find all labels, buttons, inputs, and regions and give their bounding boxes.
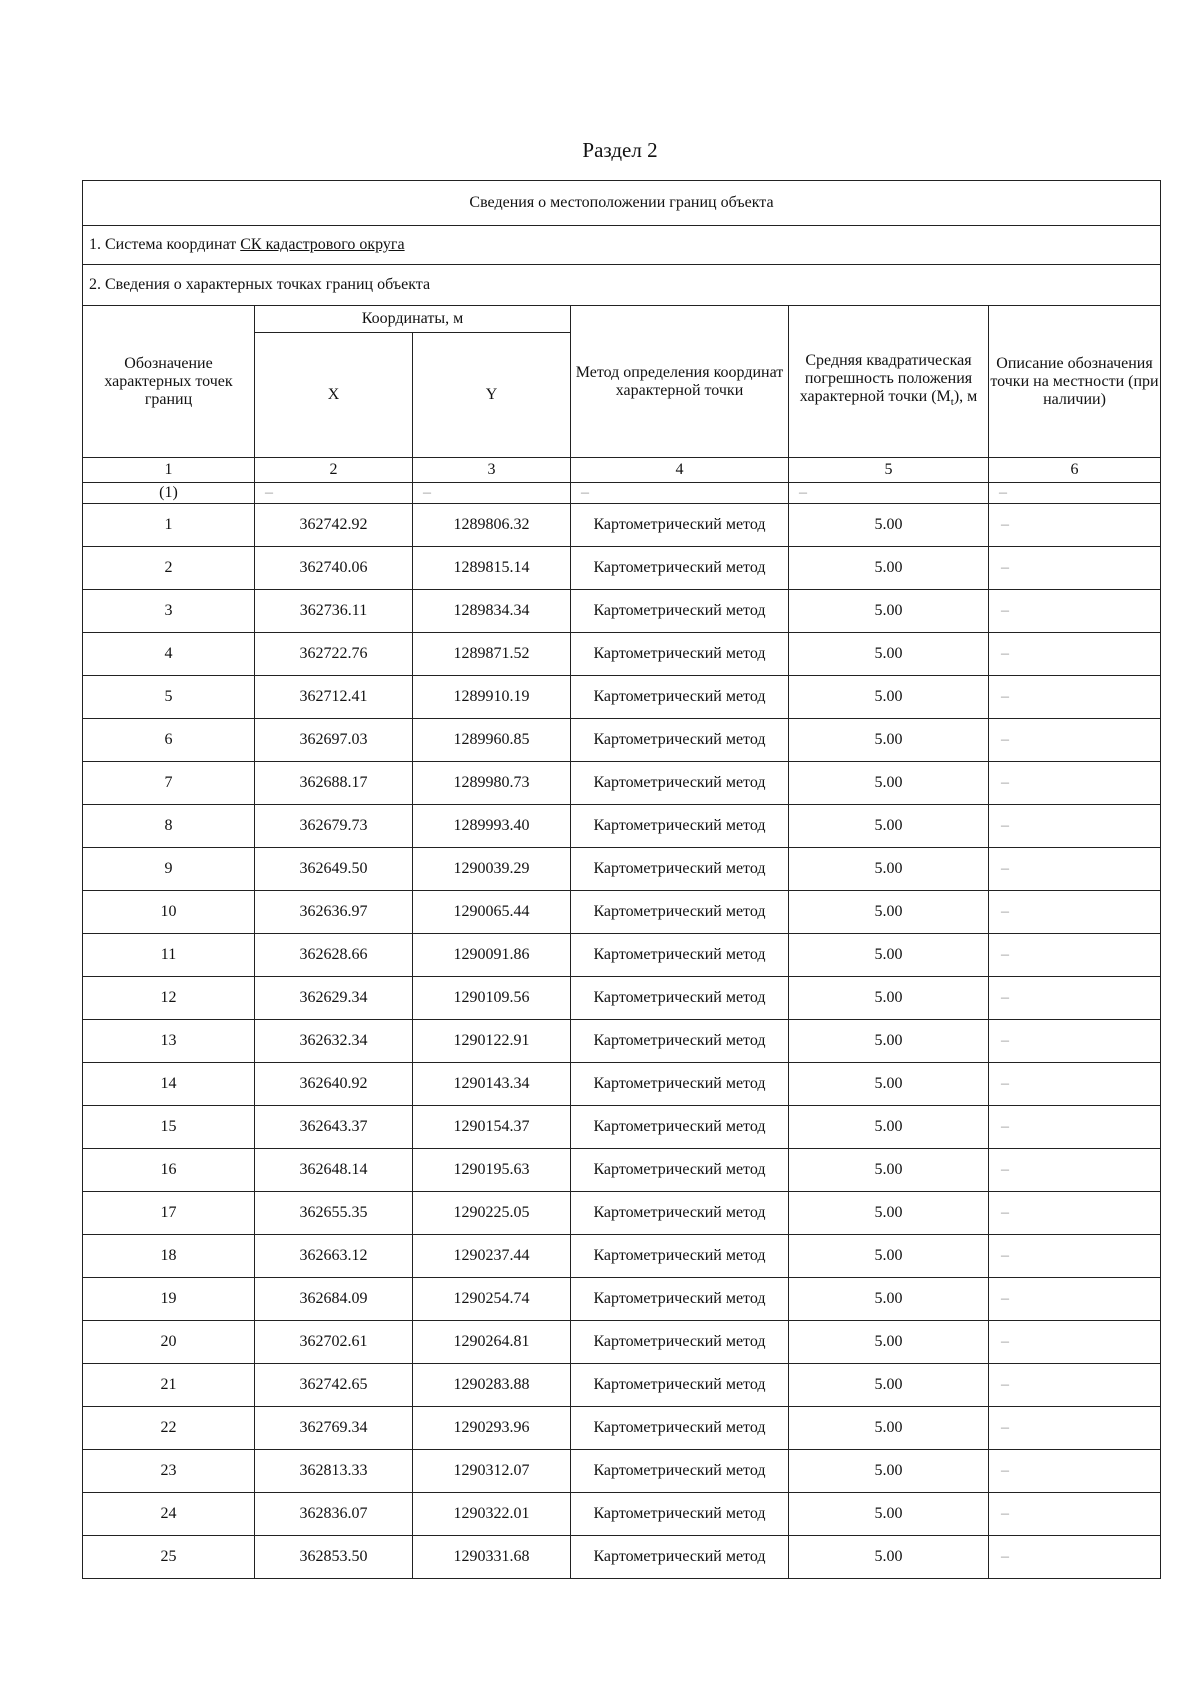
table-row — [83, 590, 1161, 633]
method: Картометрический метод — [571, 977, 789, 1020]
mean-error: 5.00 — [789, 504, 989, 547]
point-number: 5 — [83, 676, 255, 719]
table-row — [83, 1278, 1161, 1321]
table-title: Сведения о местоположении границ объекта — [83, 181, 1161, 226]
mean-error: 5.00 — [789, 633, 989, 676]
dash-cell: – — [989, 483, 1161, 504]
y-coordinate: 1290154.37 — [413, 1106, 571, 1149]
point-description: – — [989, 676, 1161, 719]
dash-cell: – — [413, 483, 571, 504]
method: Картометрический метод — [571, 1450, 789, 1493]
point-description: – — [989, 547, 1161, 590]
table-row — [83, 633, 1161, 676]
point-number: 9 — [83, 848, 255, 891]
table-row — [83, 848, 1161, 891]
point-number: 4 — [83, 633, 255, 676]
x-coordinate: 362813.33 — [255, 1450, 413, 1493]
point-number: 12 — [83, 977, 255, 1020]
point-description: – — [989, 1020, 1161, 1063]
point-number: 18 — [83, 1235, 255, 1278]
mean-error: 5.00 — [789, 1321, 989, 1364]
x-coordinate: 362688.17 — [255, 762, 413, 805]
point-description: – — [989, 1364, 1161, 1407]
points-info-row: 2. Сведения о характерных точках границ объекта — [83, 265, 1161, 306]
table-row — [83, 1450, 1161, 1493]
mean-error: 5.00 — [789, 1235, 989, 1278]
method: Картометрический метод — [571, 1321, 789, 1364]
point-number: 6 — [83, 719, 255, 762]
point-description: – — [989, 805, 1161, 848]
method: Картометрический метод — [571, 1493, 789, 1536]
column-number-row — [83, 458, 1161, 483]
y-coordinate: 1290122.91 — [413, 1020, 571, 1063]
method: Картометрический метод — [571, 1106, 789, 1149]
point-number: 8 — [83, 805, 255, 848]
mean-error: 5.00 — [789, 848, 989, 891]
dash-cell: – — [255, 483, 413, 504]
point-description: – — [989, 977, 1161, 1020]
x-coordinate: 362697.03 — [255, 719, 413, 762]
method: Картометрический метод — [571, 676, 789, 719]
header-coordinates: Координаты, м — [255, 306, 571, 333]
x-coordinate: 362836.07 — [255, 1493, 413, 1536]
method: Картометрический метод — [571, 1063, 789, 1106]
x-coordinate: 362628.66 — [255, 934, 413, 977]
y-coordinate: 1290143.34 — [413, 1063, 571, 1106]
point-number: 7 — [83, 762, 255, 805]
header-y: Y — [413, 333, 571, 458]
header-mean-error-subscript: t — [950, 396, 954, 409]
table-row — [83, 547, 1161, 590]
table-row — [83, 934, 1161, 977]
table-row — [83, 1493, 1161, 1536]
table-row — [83, 1149, 1161, 1192]
point-number: 10 — [83, 891, 255, 934]
mean-error: 5.00 — [789, 1364, 989, 1407]
y-coordinate: 1290195.63 — [413, 1149, 571, 1192]
x-coordinate: 362769.34 — [255, 1407, 413, 1450]
table-row — [83, 676, 1161, 719]
table-row — [83, 977, 1161, 1020]
x-coordinate: 362648.14 — [255, 1149, 413, 1192]
y-coordinate: 1290237.44 — [413, 1235, 571, 1278]
mean-error: 5.00 — [789, 1450, 989, 1493]
point-number: 14 — [83, 1063, 255, 1106]
method: Картометрический метод — [571, 848, 789, 891]
col-number: 5 — [789, 458, 989, 483]
point-description: – — [989, 590, 1161, 633]
point-number: 15 — [83, 1106, 255, 1149]
point-description: – — [989, 1235, 1161, 1278]
table-row — [83, 1321, 1161, 1364]
method: Картометрический метод — [571, 1536, 789, 1579]
x-coordinate: 362684.09 — [255, 1278, 413, 1321]
col-number: 3 — [413, 458, 571, 483]
y-coordinate: 1290293.96 — [413, 1407, 571, 1450]
mean-error: 5.00 — [789, 676, 989, 719]
header-mean-error-unit: ), м — [953, 387, 978, 405]
point-description: – — [989, 891, 1161, 934]
table-row — [83, 1106, 1161, 1149]
header-mean-error-text: Средняя квадратическая погрешность положения характерной точки (M — [799, 351, 973, 405]
y-coordinate: 1289834.34 — [413, 590, 571, 633]
x-coordinate: 362663.12 — [255, 1235, 413, 1278]
mean-error: 5.00 — [789, 1493, 989, 1536]
table-row — [83, 1364, 1161, 1407]
dash-cell: – — [571, 483, 789, 504]
point-description: – — [989, 1407, 1161, 1450]
mean-error: 5.00 — [789, 1278, 989, 1321]
mean-error: 5.00 — [789, 934, 989, 977]
y-coordinate: 1290225.05 — [413, 1192, 571, 1235]
point-description: – — [989, 1149, 1161, 1192]
y-coordinate: 1290065.44 — [413, 891, 571, 934]
y-coordinate: 1290312.07 — [413, 1450, 571, 1493]
table-row — [83, 891, 1161, 934]
mean-error: 5.00 — [789, 891, 989, 934]
x-coordinate: 362649.50 — [255, 848, 413, 891]
y-coordinate: 1290091.86 — [413, 934, 571, 977]
table-row — [83, 1407, 1161, 1450]
x-coordinate: 362640.92 — [255, 1063, 413, 1106]
coordinate-system-row — [83, 226, 1161, 265]
table-row — [83, 1063, 1161, 1106]
table-row — [83, 762, 1161, 805]
col-number: 1 — [83, 458, 255, 483]
y-coordinate: 1290283.88 — [413, 1364, 571, 1407]
mean-error: 5.00 — [789, 805, 989, 848]
y-coordinate: 1289980.73 — [413, 762, 571, 805]
point-number: 11 — [83, 934, 255, 977]
table-row — [83, 1536, 1161, 1579]
point-number: 17 — [83, 1192, 255, 1235]
y-coordinate: 1289910.19 — [413, 676, 571, 719]
y-coordinate: 1289993.40 — [413, 805, 571, 848]
point-description: – — [989, 1321, 1161, 1364]
coordinate-system-value: СК кадастрового округа — [240, 236, 405, 253]
y-coordinate: 1290264.81 — [413, 1321, 571, 1364]
x-coordinate: 362853.50 — [255, 1536, 413, 1579]
point-description: – — [989, 1493, 1161, 1536]
method: Картометрический метод — [571, 504, 789, 547]
x-coordinate: 362655.35 — [255, 1192, 413, 1235]
method: Картометрический метод — [571, 1149, 789, 1192]
point-number: 21 — [83, 1364, 255, 1407]
col-number: 6 — [989, 458, 1161, 483]
method: Картометрический метод — [571, 805, 789, 848]
mean-error: 5.00 — [789, 762, 989, 805]
mean-error: 5.00 — [789, 1063, 989, 1106]
method: Картометрический метод — [571, 891, 789, 934]
point-description: – — [989, 504, 1161, 547]
method: Картометрический метод — [571, 1278, 789, 1321]
x-coordinate: 362632.34 — [255, 1020, 413, 1063]
header-x: X — [255, 333, 413, 458]
method: Картометрический метод — [571, 1192, 789, 1235]
header-point-designation: Обозначение характерных точек границ — [83, 306, 255, 458]
x-coordinate: 362702.61 — [255, 1321, 413, 1364]
method: Картометрический метод — [571, 1020, 789, 1063]
x-coordinate: 362679.73 — [255, 805, 413, 848]
mean-error: 5.00 — [789, 1106, 989, 1149]
point-description: – — [989, 1278, 1161, 1321]
mean-error: 5.00 — [789, 1407, 989, 1450]
mean-error: 5.00 — [789, 719, 989, 762]
point-description: – — [989, 934, 1161, 977]
x-coordinate: 362722.76 — [255, 633, 413, 676]
method: Картометрический метод — [571, 1407, 789, 1450]
coordinate-system-label: 1. Система координат — [89, 236, 237, 253]
page-title: Раздел 2 — [582, 138, 658, 162]
point-number: 25 — [83, 1536, 255, 1579]
col-number: 2 — [255, 458, 413, 483]
y-coordinate: 1289960.85 — [413, 719, 571, 762]
mean-error: 5.00 — [789, 590, 989, 633]
point-description: – — [989, 848, 1161, 891]
method: Картометрический метод — [571, 1364, 789, 1407]
header-description: Описание обозначения точки на местности (при наличии) — [989, 306, 1161, 458]
method: Картометрический метод — [571, 547, 789, 590]
dash-cell: – — [789, 483, 989, 504]
point-number: 13 — [83, 1020, 255, 1063]
point-description: – — [989, 633, 1161, 676]
point-number: 24 — [83, 1493, 255, 1536]
x-coordinate: 362712.41 — [255, 676, 413, 719]
y-coordinate: 1289871.52 — [413, 633, 571, 676]
method: Картометрический метод — [571, 719, 789, 762]
point-number: 1 — [83, 504, 255, 547]
header-method: Метод определения координат характерной точки — [571, 306, 789, 458]
table-row — [83, 719, 1161, 762]
mean-error: 5.00 — [789, 1536, 989, 1579]
x-coordinate: 362742.65 — [255, 1364, 413, 1407]
point-number: 3 — [83, 590, 255, 633]
x-coordinate: 362740.06 — [255, 547, 413, 590]
header-mean-error — [789, 306, 989, 458]
point-description: – — [989, 762, 1161, 805]
y-coordinate: 1290322.01 — [413, 1493, 571, 1536]
point-description: – — [989, 719, 1161, 762]
mean-error: 5.00 — [789, 1149, 989, 1192]
method: Картометрический метод — [571, 590, 789, 633]
x-coordinate: 362643.37 — [255, 1106, 413, 1149]
y-coordinate: 1289815.14 — [413, 547, 571, 590]
point-description: – — [989, 1063, 1161, 1106]
method: Картометрический метод — [571, 1235, 789, 1278]
table-row — [83, 1020, 1161, 1063]
y-coordinate: 1289806.32 — [413, 504, 571, 547]
x-coordinate: 362629.34 — [255, 977, 413, 1020]
mean-error: 5.00 — [789, 977, 989, 1020]
col-number: 4 — [571, 458, 789, 483]
point-description: – — [989, 1192, 1161, 1235]
point-number: 16 — [83, 1149, 255, 1192]
y-coordinate: 1290254.74 — [413, 1278, 571, 1321]
mean-error: 5.00 — [789, 547, 989, 590]
y-coordinate: 1290331.68 — [413, 1536, 571, 1579]
point-number: 23 — [83, 1450, 255, 1493]
point-description: – — [989, 1536, 1161, 1579]
point-number: 20 — [83, 1321, 255, 1364]
mean-error: 5.00 — [789, 1192, 989, 1235]
contour-row — [83, 483, 1161, 504]
method: Картометрический метод — [571, 633, 789, 676]
point-number: 22 — [83, 1407, 255, 1450]
boundary-points-table — [82, 180, 1161, 1579]
point-description: – — [989, 1106, 1161, 1149]
point-number: 2 — [83, 547, 255, 590]
x-coordinate: 362736.11 — [255, 590, 413, 633]
y-coordinate: 1290039.29 — [413, 848, 571, 891]
method: Картометрический метод — [571, 762, 789, 805]
y-coordinate: 1290109.56 — [413, 977, 571, 1020]
table-row — [83, 504, 1161, 547]
mean-error: 5.00 — [789, 1020, 989, 1063]
table-row — [83, 805, 1161, 848]
contour-id: (1) — [83, 483, 255, 504]
table-row — [83, 1192, 1161, 1235]
x-coordinate: 362742.92 — [255, 504, 413, 547]
method: Картометрический метод — [571, 934, 789, 977]
x-coordinate: 362636.97 — [255, 891, 413, 934]
point-description: – — [989, 1450, 1161, 1493]
table-row — [83, 1235, 1161, 1278]
point-number: 19 — [83, 1278, 255, 1321]
